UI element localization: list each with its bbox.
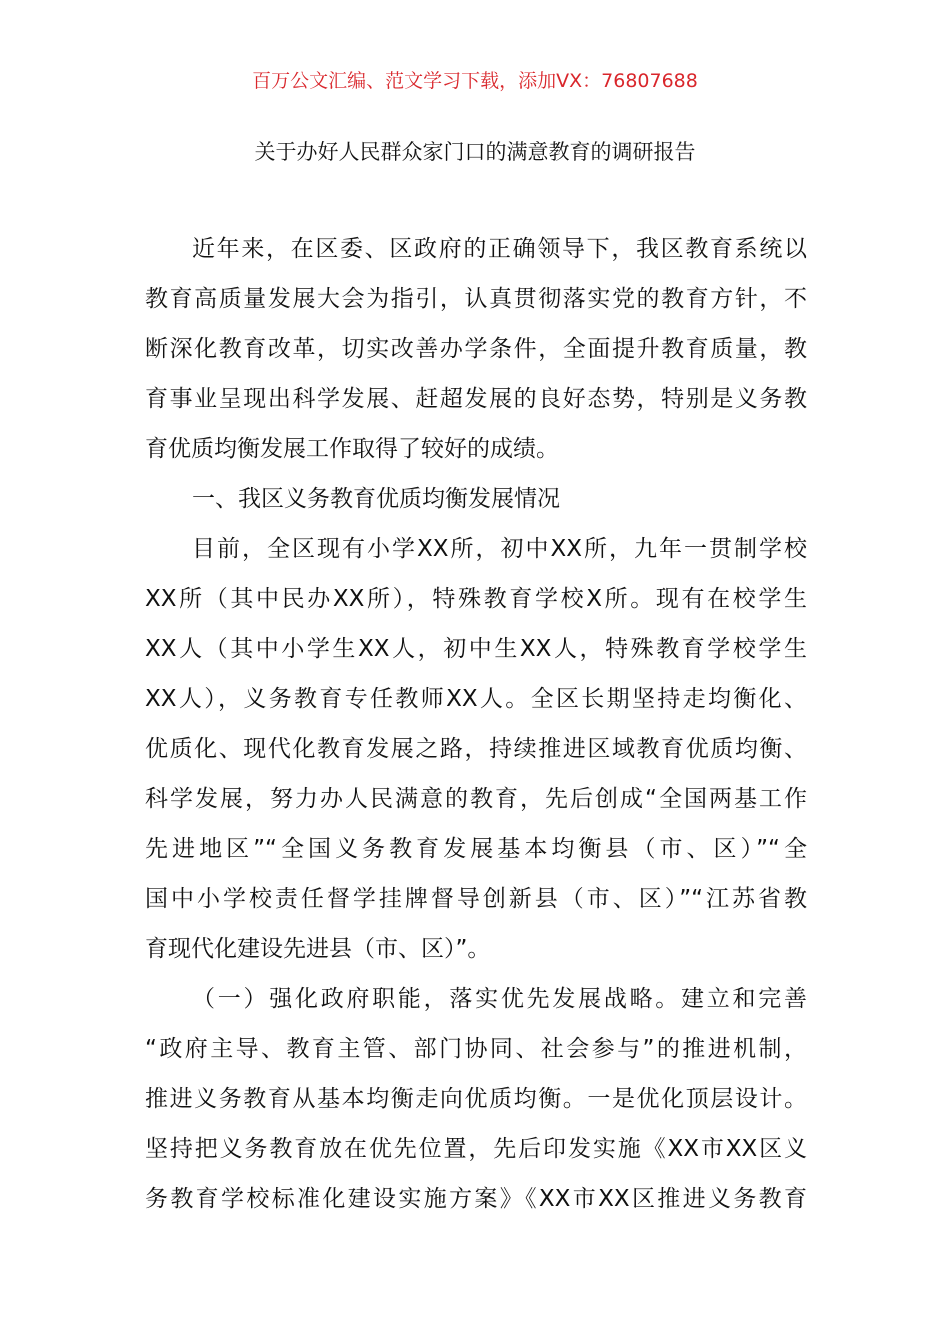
body-line: 目前，全区现有小学XX所，初中XX所，九年一贯制学校 (192, 536, 807, 562)
body-line: 育现代化建设先进县（市、区）”。 (145, 936, 491, 962)
body-line: 教育高质量发展大会为指引，认真贯彻落实党的教育方针，不 (145, 286, 807, 312)
body-line: 坚持把义务教育放在优先位置，先后印发实施《XX市XX区义 (145, 1136, 807, 1162)
header-watermark: 百万公文汇编、范文学习下载，添加VX：76807688 (252, 70, 698, 92)
body-line: 务教育学校标准化建设实施方案》《XX市XX区推进义务教育 (145, 1186, 807, 1212)
body-line: XX所（其中民办XX所），特殊教育学校X所。现有在校学生 (145, 586, 807, 612)
body-line: 先进地区”“全国义务教育发展基本均衡县（市、区）”“全 (145, 836, 807, 862)
body-line: 推进义务教育从基本均衡走向优质均衡。一是优化顶层设计。 (145, 1086, 807, 1112)
body-line: XX人），义务教育专任教师XX人。全区长期坚持走均衡化、 (145, 686, 807, 712)
section-heading: 一、我区义务教育优质均衡发展情况 (192, 486, 560, 512)
document-title: 关于办好人民群众家门口的满意教育的调研报告 (254, 140, 696, 164)
body-line: 优质化、现代化教育发展之路，持续推进区域教育优质均衡、 (145, 736, 807, 762)
body-line: 育事业呈现出科学发展、赶超发展的良好态势，特别是义务教 (145, 386, 807, 412)
body-line: 科学发展，努力办人民满意的教育，先后创成“全国两基工作 (145, 786, 807, 812)
body-line: 育优质均衡发展工作取得了较好的成绩。 (145, 436, 559, 462)
body-line: （一）强化政府职能，落实优先发展战略。建立和完善 (192, 986, 807, 1012)
body-line: “政府主导、教育主管、部门协同、社会参与”的推进机制， (145, 1036, 807, 1062)
body-line: 国中小学校责任督学挂牌督导创新县（市、区）”“江苏省教 (145, 886, 807, 912)
body-line: XX人（其中小学生XX人，初中生XX人，特殊教育学校学生 (145, 636, 807, 662)
body-line: 断深化教育改革，切实改善办学条件，全面提升教育质量，教 (145, 336, 807, 362)
body-line: 近年来，在区委、区政府的正确领导下，我区教育系统以 (192, 236, 807, 262)
